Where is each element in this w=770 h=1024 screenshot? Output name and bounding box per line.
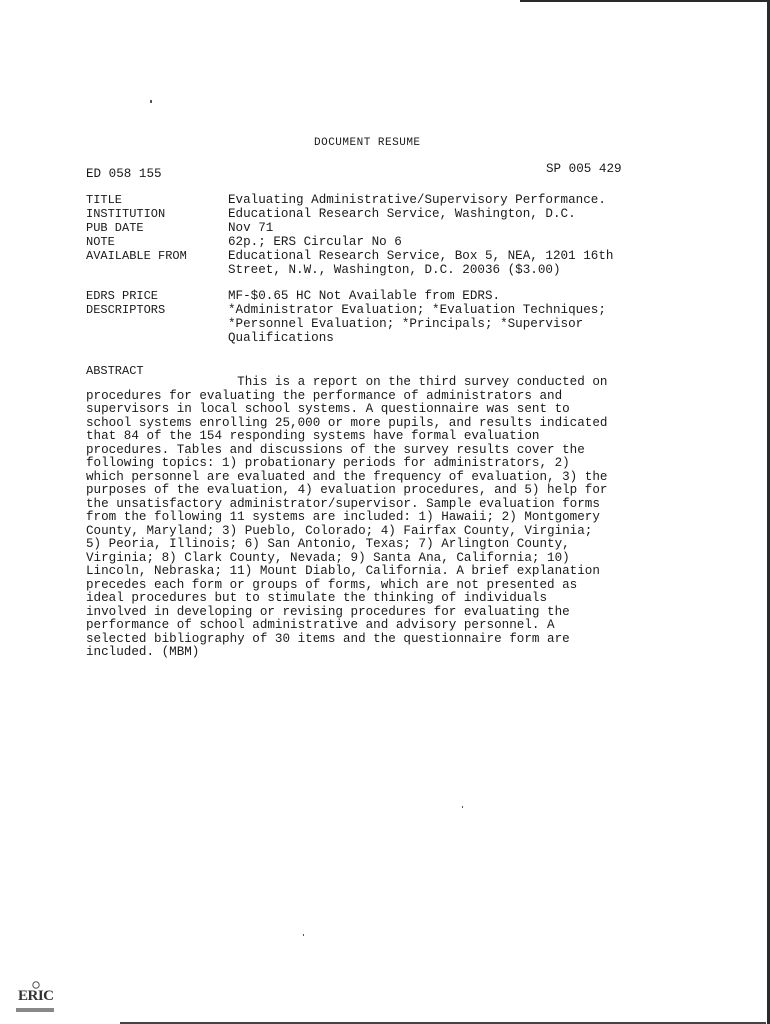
sp-number: SP 005 429 (546, 162, 622, 176)
scan-speck (462, 806, 463, 808)
abstract-line: following topics: 1) probationary periods for administrators, 2) (86, 456, 570, 470)
scan-speck (303, 934, 304, 936)
abstract-line: precedes each form or groups of forms, which are not presented as (86, 577, 578, 592)
field-institution (86, 207, 613, 221)
abstract-line: purposes of the evaluation, 4) evaluation procedures, and 5) help for (86, 483, 608, 497)
scan-speck (150, 100, 152, 103)
abstract-line: included. (MBM) (86, 645, 200, 659)
field-descriptors (86, 303, 613, 345)
eric-logo (14, 980, 58, 1014)
field-value: *Administrator Evaluation; *Evaluation Techniques; (228, 303, 606, 317)
abstract-body (86, 376, 766, 660)
field-value: 62p.; ERS Circular No 6 (228, 235, 402, 249)
abstract-line: from the following 11 systems are included: 1) Hawaii; 2) Montgomery (86, 510, 600, 524)
field-note (86, 235, 613, 249)
abstract-line: performance of school administrative and advisory personnel. A (86, 618, 555, 632)
abstract-line: procedures. Tables and discussions of the survey results cover the (86, 442, 585, 457)
field-label: TITLE (86, 193, 123, 207)
field-label: AVAILABLE FROM (86, 249, 187, 263)
abstract-line: Virginia; 8) Clark County, Nevada; 9) Santa Ana, California; 10) (86, 550, 570, 565)
field-title (86, 193, 613, 207)
abstract-line: selected bibliography of 30 items and the questionnaire form are (86, 631, 570, 646)
abstract-line: This is a report on the third survey conducted on (86, 375, 608, 389)
eric-logo-text: ERIC (18, 988, 54, 1004)
field-pub-date (86, 221, 613, 235)
abstract-line: ideal procedures but to stimulate the thinking of individuals (86, 591, 548, 605)
abstract-label: ABSTRACT (86, 364, 144, 378)
field-value: Evaluating Administrative/Supervisory Performance. (228, 193, 606, 207)
scan-top-edge (520, 0, 770, 2)
field-available-from (86, 249, 613, 277)
abstract-line: procedures for evaluating the performance of administrators and (86, 388, 563, 403)
field-value: MF-$0.65 HC Not Available from EDRS. (228, 289, 501, 303)
field-label: INSTITUTION (86, 207, 166, 221)
abstract-line: supervisors in local school systems. A questionnaire was sent to (86, 402, 570, 416)
field-edrs-price (86, 289, 613, 303)
field-value: Educational Research Service, Washington, D.C. (228, 207, 576, 221)
abstract-line: which personnel are evaluated and the frequency of evaluation, 3) the (86, 469, 608, 484)
abstract-line: Lincoln, Nebraska; 11) Mount Diablo, California. A brief explanation (86, 564, 600, 578)
field-value: *Personnel Evaluation; *Principals; *Supervisor (228, 317, 584, 331)
field-value: Nov 71 (228, 221, 274, 235)
field-label: PUB DATE (86, 221, 144, 235)
abstract-line: 5) Peoria, Illinois; 6) San Antonio, Texas; 7) Arlington County, (86, 537, 570, 551)
field-label: DESCRIPTORS (86, 303, 166, 317)
document-heading: DOCUMENT RESUME (314, 137, 421, 149)
ed-number: ED 058 155 (86, 167, 162, 181)
abstract-line: involved in developing or revising procedures for evaluating the (86, 604, 570, 619)
field-value: Qualifications (228, 331, 334, 345)
abstract-line: school systems enrolling 25,000 or more pupils, and results indicated (86, 415, 608, 430)
abstract-line: that 84 of the 154 responding systems have formal evaluation (86, 429, 540, 443)
field-value: Street, N.W., Washington, D.C. 20036 ($3.00) (228, 263, 561, 277)
abstract-line: the unsatisfactory administrator/supervisor. Sample evaluation forms (86, 496, 600, 511)
field-label: EDRS PRICE (86, 289, 159, 303)
abstract-line: County, Maryland; 3) Pueblo, Colorado; 4) Fairfax County, Virginia; (86, 523, 593, 538)
field-label: NOTE (86, 235, 115, 249)
bibliographic-fields (86, 193, 613, 345)
field-value: Educational Research Service, Box 5, NEA, 1201 16th (228, 249, 614, 263)
